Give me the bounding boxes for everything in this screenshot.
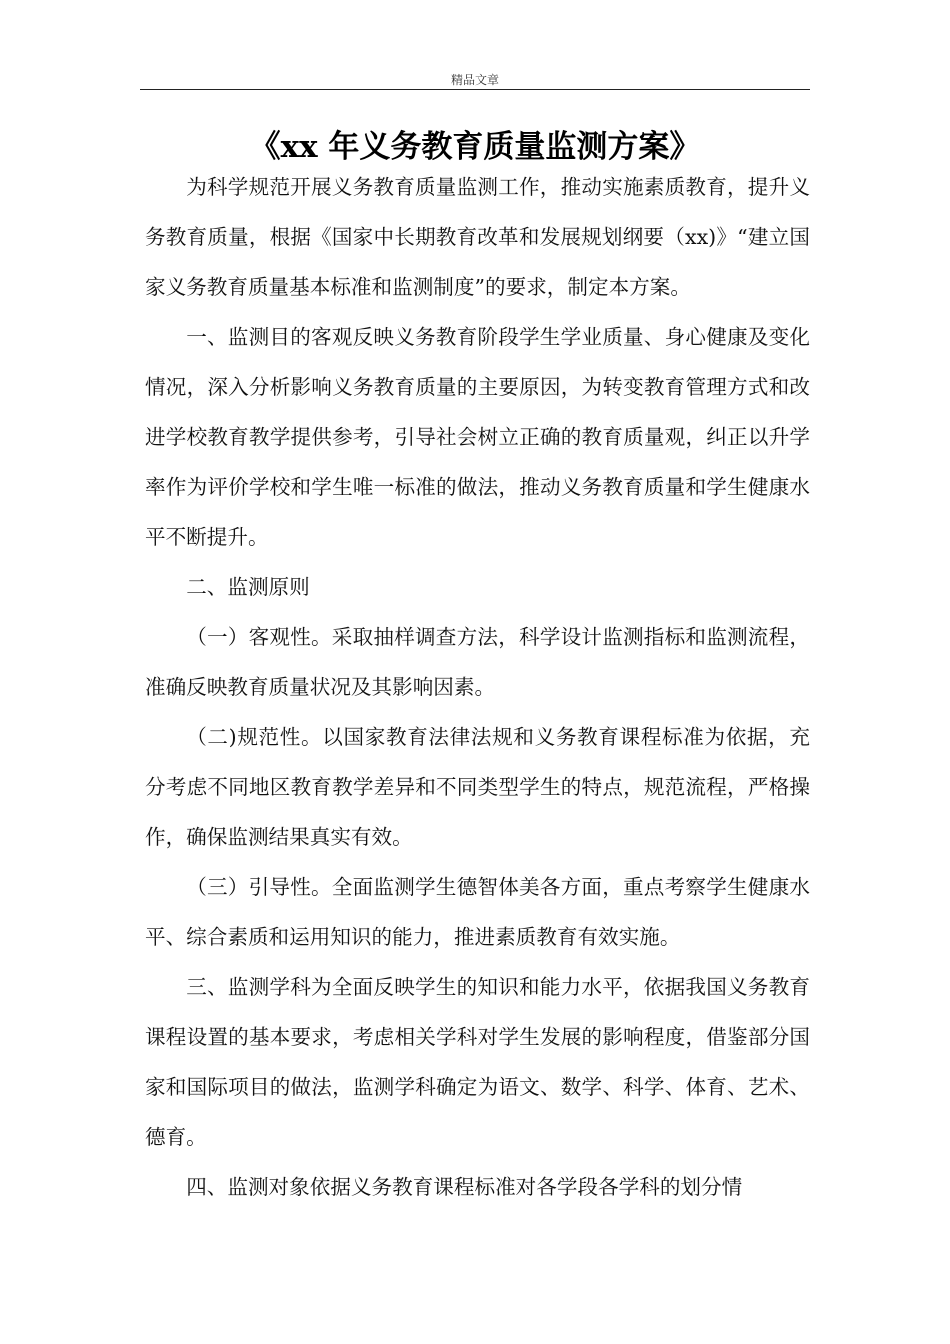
paragraph-section-4: 四、监测对象依据义务教育课程标准对各学段各学科的划分情	[186, 1175, 743, 1199]
paragraph-section-2-heading: 二、监测原则	[186, 575, 310, 599]
header-divider	[140, 89, 810, 90]
paragraph-section-3: 三、监测学科为全面反映学生的知识和能力水平，依据我国义务教育课程设置的基本要求，考虑相关学科对学生发展的影响程度，借鉴部分国家和国际项目的做法，监测学科确定为语文、数学、科学、体育、艺术、德育。	[145, 975, 810, 1149]
page-header: 精品文章	[450, 73, 499, 87]
document-title: 《xx 年义务教育质量监测方案》	[249, 128, 701, 165]
document-body	[145, 162, 810, 1212]
paragraph-principle-2: （二)规范性。以国家教育法律法规和义务教育课程标准为依据，充分考虑不同地区教育教学差异和不同类型学生的特点，规范流程，严格操作，确保监测结果真实有效。	[145, 725, 810, 849]
paragraph-intro: 为科学规范开展义务教育质量监测工作，推动实施素质教育，提升义务教育质量，根据《国家中长期教育改革和发展规划纲要（xx)》“建立国家义务教育质量基本标准和监测制度”的要求，制定本方案。	[145, 175, 810, 299]
paragraph-principle-3: （三）引导性。全面监测学生德智体美各方面，重点考察学生健康水平、综合素质和运用知识的能力，推进素质教育有效实施。	[145, 875, 810, 949]
paragraph-section-1: 一、监测目的客观反映义务教育阶段学生学业质量、身心健康及变化情况，深入分析影响义务教育质量的主要原因，为转变教育管理方式和改进学校教育教学提供参考，引导社会树立正确的教育质量观，纠正以升学率作为评价学校和学生唯一标准的做法，推动义务教育质量和学生健康水平不断提升。	[145, 325, 810, 549]
paragraph-principle-1: （一）客观性。采取抽样调查方法，科学设计监测指标和监测流程，准确反映教育质量状况及其影响因素。	[145, 625, 810, 699]
